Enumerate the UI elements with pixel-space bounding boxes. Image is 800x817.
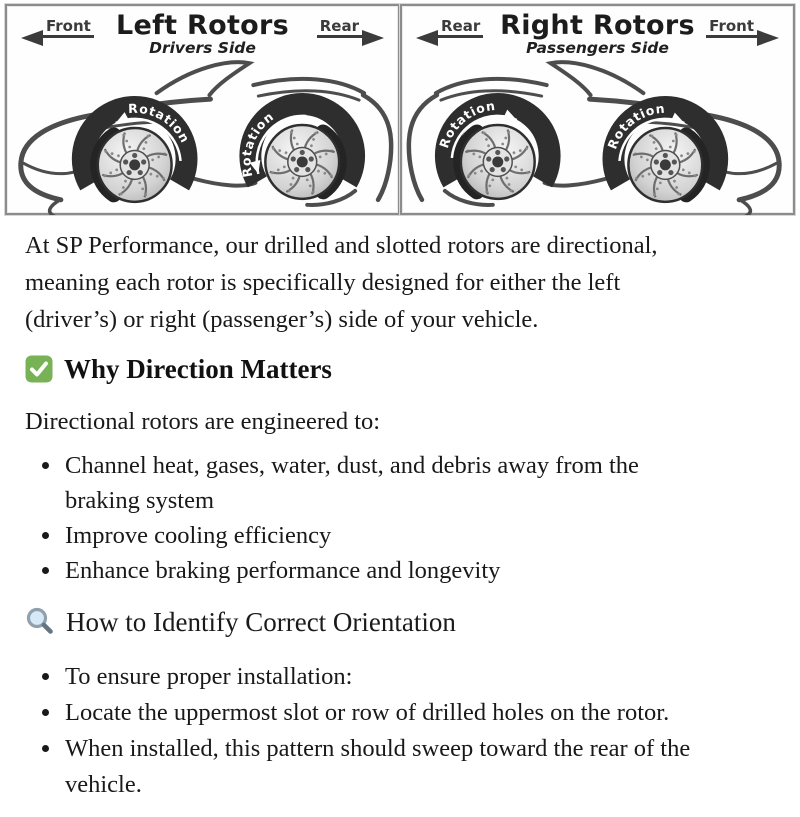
list-item: • Improve cooling efficiency [63, 518, 715, 553]
section-title: How to Identify Correct Orientation [66, 607, 456, 637]
list-item: • Channel heat, gases, water, dust, and debris away from the braking system [63, 448, 715, 518]
right-car-illustration [402, 50, 793, 215]
list-item: • Enhance braking performance and longevity [63, 553, 715, 588]
rotation-label: Rotation [604, 100, 666, 152]
list-item: • When installed, this pattern should sweep toward the rear of the vehicle. [63, 731, 715, 803]
front-direction-label [706, 18, 779, 38]
check-mark-icon [25, 355, 53, 391]
right-rotors-panel [400, 4, 795, 215]
benefits-list [25, 448, 715, 588]
section-heading-identify-orientation [25, 604, 715, 645]
section-title: Why Direction Matters [64, 354, 332, 384]
rotation-label: Rotation [238, 108, 277, 179]
direction-word: Front [706, 18, 757, 38]
left-rotors-panel [5, 4, 400, 215]
rotor-direction-diagram [5, 4, 795, 215]
panel-title: Left Rotors [115, 10, 290, 41]
rear-direction-label [317, 18, 384, 38]
section-lead: Directional rotors are engineered to: [25, 408, 381, 435]
rotation-label: Rotation [127, 100, 194, 146]
magnifying-glass-icon [25, 606, 55, 645]
panel-subtitle: Passengers Side [526, 39, 669, 57]
list-item: • Locate the uppermost slot or row of drilled holes on the rotor. [63, 695, 715, 731]
left-car-illustration [7, 50, 398, 215]
article-body [0, 227, 800, 817]
intro-paragraph: At SP Performance, our drilled and slotted rotors are directional, meaning each rotor is specifically designed for either the left (driver’s) or right (passenger’s) side of your vehicle. [25, 232, 658, 333]
direction-word: Rear [438, 18, 483, 38]
panel-title: Right Rotors [500, 10, 695, 41]
section-heading-why-direction-matters [25, 352, 715, 391]
direction-word: Rear [317, 18, 362, 38]
direction-word: Front [43, 18, 94, 38]
list-item: • To ensure proper installation: [63, 659, 715, 695]
rotation-label: Rotation [436, 97, 497, 151]
right-arrow-icon [757, 30, 779, 46]
panel-subtitle: Drivers Side [149, 39, 256, 57]
right-arrow-icon [362, 30, 384, 46]
installation-steps-list [25, 659, 715, 803]
